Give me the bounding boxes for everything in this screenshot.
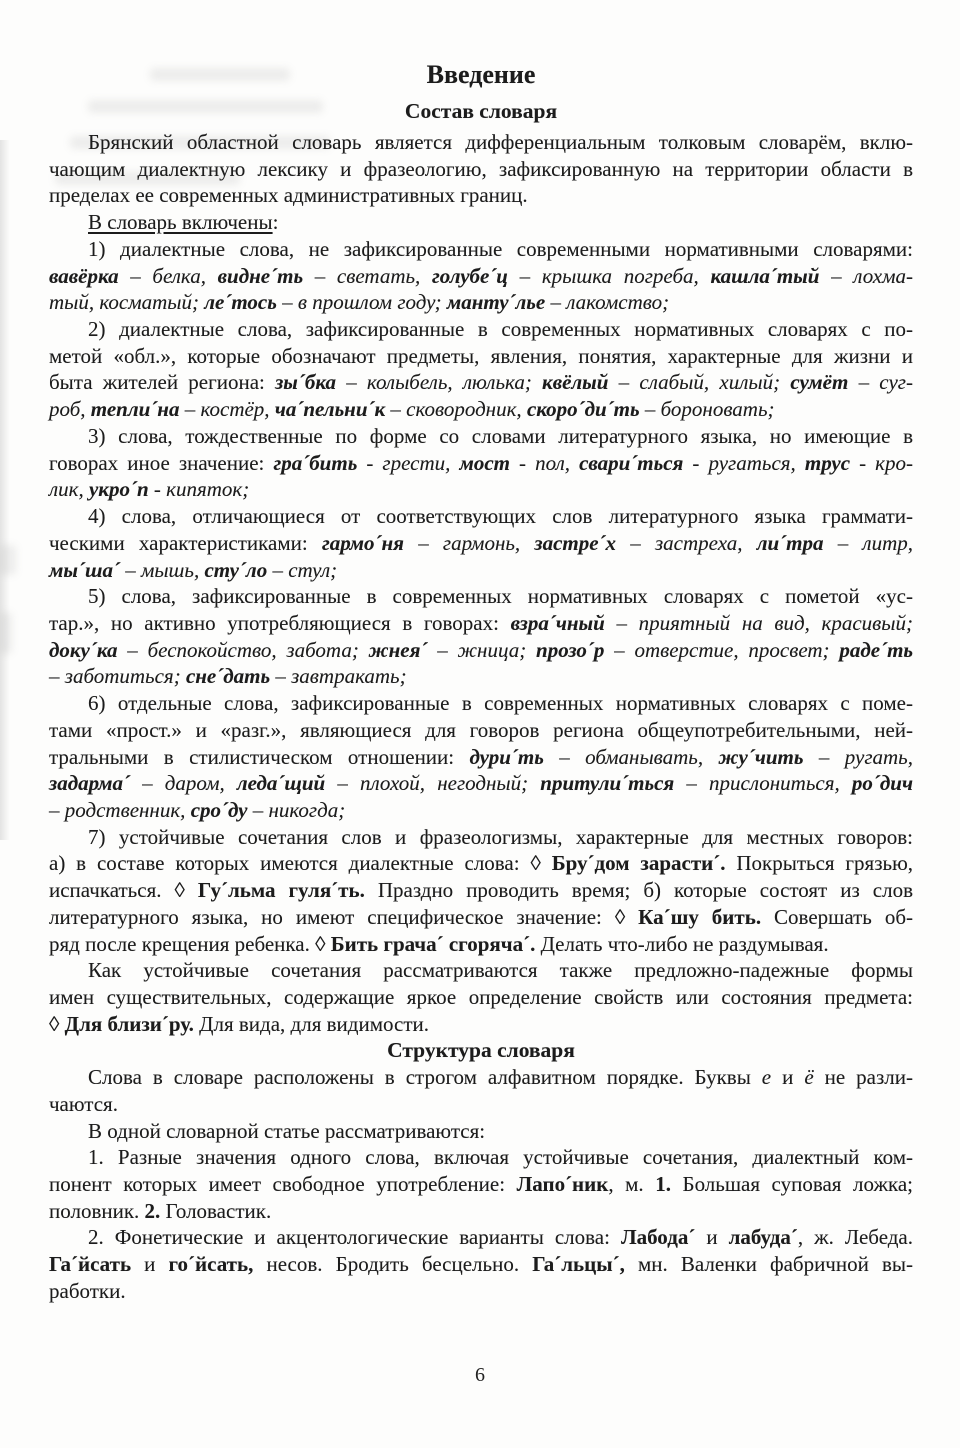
dictionary-headword: свари´ться: [579, 450, 684, 475]
text-segment: не разли-: [813, 1065, 913, 1090]
text-segment: 6) отдельные слова, зафиксированные в современных нормативных словарях с поме-: [88, 691, 913, 716]
text-segment: 4) слова, отличающиеся от соответствующих слов литературного языка граммати-: [88, 504, 913, 529]
text-segment: испачкаться. ◊: [49, 878, 198, 903]
text-line: [49, 530, 913, 557]
text-line: [49, 423, 913, 450]
text-segment: – жница;: [427, 637, 537, 662]
dictionary-headword: голубе´ц: [431, 263, 508, 288]
text-segment: тар.», но активно употребляющиеся в говорах:: [49, 610, 511, 635]
text-line: [49, 1278, 913, 1305]
text-line: [49, 182, 913, 209]
text-segment: быта жителей региона:: [49, 370, 276, 395]
text-line: [49, 1091, 913, 1118]
dictionary-headword: Га´льцы´,: [532, 1252, 625, 1277]
text-segment: Как устойчивые сочетания рассматриваются также предложно-падежные формы: [88, 958, 913, 983]
text-segment: - кипяток;: [148, 477, 250, 502]
text-segment: Большая суповая ложка;: [670, 1172, 913, 1197]
text-segment: – в прошлом году;: [276, 290, 447, 315]
text-segment: понент которых имеет свободное употребление:: [49, 1172, 517, 1197]
text-line: [49, 369, 913, 396]
text-segment: 2. Фонетические и акцентологические варианты слова:: [88, 1225, 621, 1250]
dictionary-headword: леда´щий: [236, 771, 326, 796]
dictionary-headword: раде´ть: [839, 637, 914, 662]
text-segment: – лохма-: [819, 263, 914, 288]
text-segment: тами «прост.» и «разг.», являющиеся для говоров региона общеупотребительными, ней-: [49, 717, 913, 742]
text-segment: – костёр,: [179, 397, 275, 422]
text-segment: – ругать,: [803, 744, 913, 769]
text-segment: ◊: [49, 1011, 65, 1036]
text-segment: – приятный на вид, красивый;: [604, 610, 914, 635]
text-line: [49, 637, 913, 664]
page-title: Введение: [426, 60, 536, 89]
scan-edge-shadow: [0, 140, 10, 840]
text-segment: 1) диалектные слова, не зафиксированные современными нормативными словарями:: [88, 236, 913, 261]
dictionary-headword: жу´чить: [718, 744, 804, 769]
text-line: [49, 717, 913, 744]
dictionary-headword: Лапо´ник: [516, 1172, 609, 1197]
text-segment: – стул;: [267, 557, 338, 582]
text-segment: 3) слова, тождественные по форме со словами литературного языка, но имеющие в: [88, 423, 913, 448]
text-segment: – сковородник,: [385, 397, 527, 422]
dictionary-headword: сне´дать: [185, 664, 271, 689]
text-line: [49, 396, 913, 423]
text-line: [49, 663, 913, 690]
dictionary-headword: ро´дич: [851, 771, 913, 796]
text-segment: и: [695, 1225, 729, 1250]
text-line: [49, 583, 913, 610]
text-segment: литературного языка, но имеют специфическое значение: ◊: [49, 904, 639, 929]
dictionary-headword: Ка´шу бить.: [638, 904, 762, 929]
dictionary-headword: укро´п: [88, 477, 149, 502]
text-segment: Делать что-либо не раздумывая.: [535, 931, 829, 956]
text-segment: 5) слова, зафиксированные в современных нормативных словарях с пометой «ус-: [88, 584, 913, 609]
text-segment: Покрыться грязью,: [725, 851, 914, 876]
text-segment: Слова в словаре расположены в строгом алфавитном порядке. Буквы: [88, 1065, 762, 1090]
text-segment: е: [761, 1065, 772, 1090]
text-line: [49, 824, 913, 851]
text-line: [49, 984, 913, 1011]
text-segment: говорах иное значение:: [49, 450, 274, 475]
text-segment: – белка,: [118, 263, 218, 288]
text-segment: несов. Бродить бесцельно.: [253, 1252, 533, 1277]
text-segment: – бороновать;: [639, 397, 775, 422]
text-line: [49, 1064, 913, 1091]
dictionary-headword: доку´ка: [49, 637, 118, 662]
text-line: [49, 1118, 913, 1145]
text-segment: – отверстие, просвет;: [604, 637, 840, 662]
dictionary-headword: Га´йсать: [49, 1252, 132, 1277]
dictionary-headword: тепли´на: [90, 397, 180, 422]
text-segment: - ругаться,: [683, 450, 805, 475]
page-number: 6: [475, 1364, 485, 1386]
text-segment: тральными в стилистическом отношении:: [49, 744, 470, 769]
text-segment: – беспокойство, забота;: [117, 637, 369, 662]
text-line: [49, 343, 913, 370]
text-line: [49, 1224, 913, 1251]
text-segment: половник.: [49, 1198, 145, 1223]
text-segment: – родственник,: [49, 797, 191, 822]
text-segment: В одной словарной статье рассматриваются:: [88, 1118, 486, 1143]
dictionary-headword: застре´х: [534, 530, 617, 555]
text-segment: – гармонь,: [404, 530, 535, 555]
text-segment: Для вида, для видимости.: [193, 1011, 429, 1036]
text-segment: – завтракать;: [270, 664, 407, 689]
dictionary-headword: мост: [459, 450, 510, 475]
dictionary-headword: зы´бка: [275, 370, 336, 395]
scan-artifact: [0, 545, 16, 575]
text-line: [49, 129, 913, 156]
text-segment: а) в составе которых имеются диалектные слова: ◊: [49, 851, 552, 876]
text-segment: Головастик.: [160, 1198, 272, 1223]
text-segment: метой «обл.», которые обозначают предметы, явления, понятия, характерные для жизни и: [49, 343, 913, 368]
text-segment: – слабый, хилый;: [608, 370, 791, 395]
text-line: [49, 476, 913, 503]
dictionary-headword: 2.: [144, 1198, 161, 1223]
text-line: [49, 957, 913, 984]
text-segment: – обманывать,: [543, 744, 719, 769]
dictionary-headword: гармо´ня: [321, 530, 404, 555]
dictionary-headword: прозо´р: [536, 637, 605, 662]
text-segment: – застреха,: [616, 530, 757, 555]
section-heading: Состав словаря: [404, 99, 558, 123]
text-segment: – мышь,: [119, 557, 205, 582]
text-segment: – никогда;: [247, 797, 346, 822]
text-line: [49, 263, 913, 290]
text-line: [49, 904, 913, 931]
text-line: [49, 850, 913, 877]
text-segment: - пол,: [510, 450, 580, 475]
text-segment: :: [272, 210, 279, 235]
dictionary-headword: притули´ться: [540, 771, 675, 796]
text-line: [49, 557, 913, 584]
section-heading: Структура словаря: [387, 1038, 575, 1063]
text-segment: – прислониться,: [674, 771, 852, 796]
dictionary-headword: сумёт: [790, 370, 849, 395]
dictionary-headword: лабуда´: [728, 1225, 798, 1250]
text-line: [49, 236, 913, 263]
text-segment: ряд после крещения ребенка. ◊: [49, 931, 331, 956]
dictionary-headword: Для близи´ру.: [64, 1011, 194, 1036]
text-segment: тый, косматый;: [49, 290, 205, 315]
dictionary-headword: Бру´дом зарасти´.: [551, 851, 726, 876]
dictionary-headword: ле´тось: [204, 290, 277, 315]
dictionary-headword: ли´тра: [756, 530, 824, 555]
text-segment: 7) устойчивые сочетания слов и фразеологизмы, характерные для местных говоров:: [88, 824, 913, 849]
text-line: [49, 1144, 913, 1171]
text-segment: – светать,: [303, 263, 432, 288]
text-line: [49, 209, 913, 236]
text-segment: Совершать об-: [761, 904, 913, 929]
text-segment: – лакомство;: [545, 290, 670, 315]
text-segment: лик,: [49, 477, 89, 502]
text-line: [49, 610, 913, 637]
dictionary-headword: квёлый: [542, 370, 609, 395]
text-line: [49, 450, 913, 477]
text-line: [49, 156, 913, 183]
dictionary-headword: манту´лье: [446, 290, 546, 315]
dictionary-headword: сту´ло: [204, 557, 268, 582]
text-line: [49, 877, 913, 904]
text-segment: чаются.: [49, 1091, 118, 1116]
text-segment: работки.: [49, 1278, 126, 1303]
text-segment: мн. Валенки фабричной вы-: [624, 1252, 913, 1277]
dictionary-headword: кашла´тый: [710, 263, 820, 288]
text-segment: роб,: [49, 397, 91, 422]
dictionary-headword: трус: [804, 450, 851, 475]
text-segment: ческими характеристиками:: [49, 530, 322, 555]
scan-artifact: [0, 612, 12, 654]
text-line: [49, 931, 913, 958]
text-segment: – литр,: [823, 530, 913, 555]
text-segment: чающим диалектную лексику и фразеологию, зафиксированную на территории области в: [49, 156, 913, 181]
dictionary-headword: взра´чный: [510, 610, 605, 635]
text-segment: Брянский областной словарь является дифференциальным толковым словарём, вклю-: [88, 130, 913, 154]
dictionary-headword: дури´ть: [469, 744, 544, 769]
dictionary-headword: го´йсать,: [168, 1252, 254, 1277]
text-segment: 2) диалектные слова, зафиксированные в современных нормативных словарях с по-: [88, 317, 913, 342]
text-segment: , ж. Лебеда.: [797, 1225, 913, 1250]
text-segment: – заботиться;: [49, 664, 186, 689]
text-line: [49, 1011, 913, 1038]
text-segment: – колыбель, люлька;: [335, 370, 543, 395]
text-segment: пределах ее современных административных границ.: [49, 183, 528, 208]
text-line: [49, 690, 913, 717]
text-segment: и: [771, 1065, 805, 1090]
text-segment: и: [131, 1252, 169, 1277]
text-segment: – даром,: [129, 771, 237, 796]
text-segment: – суг-: [848, 370, 913, 395]
dictionary-headword: скоро´ди´ть: [526, 397, 640, 422]
text-segment: , м.: [608, 1172, 656, 1197]
text-line: [49, 744, 913, 771]
text-line: [49, 289, 913, 316]
dictionary-headword: ча´пельни´к: [274, 397, 386, 422]
text-segment: - грести,: [357, 450, 460, 475]
text-line: [49, 1198, 913, 1225]
text-segment: - кро-: [850, 450, 913, 475]
text-line: [49, 797, 913, 824]
dictionary-headword: 1.: [655, 1172, 671, 1197]
dictionary-headword: жнея´: [368, 637, 428, 662]
text-segment: 1. Разные значения одного слова, включая устойчивые сочетания, диалектный ком-: [88, 1145, 913, 1170]
text-segment: В словарь включены: [88, 210, 273, 235]
text-segment: имен существительных, содержащие яркое определение свойств или состояния предмета:: [49, 985, 913, 1009]
dictionary-headword: гра´бить: [273, 450, 358, 475]
dictionary-headword: задарма´: [49, 771, 130, 796]
dictionary-headword: видне´ть: [217, 263, 304, 288]
document-body: [49, 58, 913, 1305]
text-segment: – плохой, негодный;: [325, 771, 541, 796]
text-segment: ё: [804, 1065, 814, 1090]
dictionary-headword: Лабода´: [620, 1225, 696, 1250]
dictionary-headword: вавёрка: [49, 263, 119, 288]
dictionary-headword: Бить грача´ сгоряча´.: [330, 931, 536, 956]
text-segment: Праздно проводить время; б) которые состоят из слов: [364, 878, 914, 903]
dictionary-headword: Гу´льма гуля´ть.: [197, 878, 365, 903]
text-line: [49, 1251, 913, 1278]
dictionary-headword: сро´ду: [190, 797, 248, 822]
text-line: [49, 503, 913, 530]
text-segment: – крышка погреба,: [508, 263, 711, 288]
dictionary-headword: мы´ша´: [49, 557, 120, 582]
text-line: [49, 316, 913, 343]
text-line: [49, 770, 913, 797]
text-line: [49, 1171, 913, 1198]
